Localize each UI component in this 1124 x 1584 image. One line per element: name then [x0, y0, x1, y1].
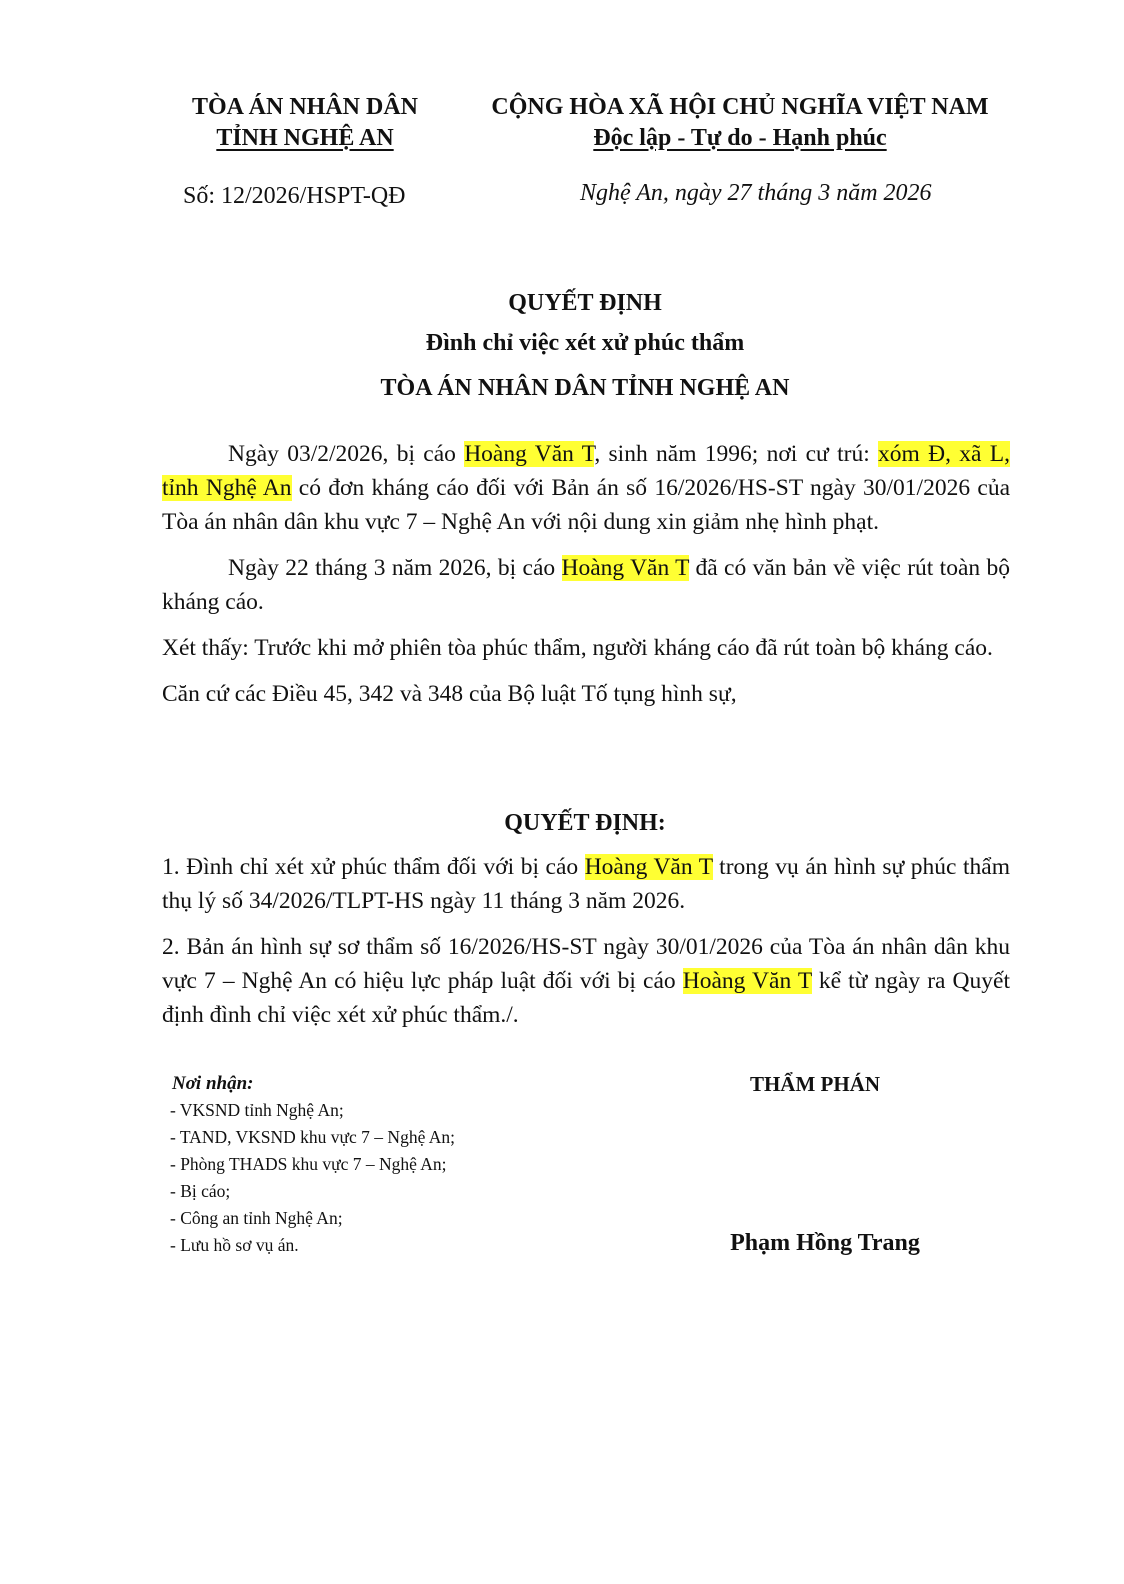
issuer-title: TÒA ÁN NHÂN DÂN TỈNH NGHỆ AN — [380, 375, 790, 401]
document-subject: Đình chỉ việc xét xử phúc thẩm — [425, 330, 745, 356]
place-date: Nghệ An, ngày 27 tháng 3 năm 2026 — [580, 180, 932, 206]
recipients-list — [170, 1097, 455, 1259]
document-number: Số: 12/2026/HSPT-QĐ — [183, 183, 406, 209]
signer-title: THẨM PHÁN — [749, 1072, 881, 1096]
recipient-item: - TAND, VKSND khu vực 7 – Nghệ An; — [170, 1127, 455, 1147]
decision-item-1 — [162, 850, 1010, 918]
paragraph-consideration: Xét thấy: Trước khi mở phiên tòa phúc thẩm, người kháng cáo đã rút toàn bộ kháng cáo. — [162, 635, 993, 661]
document-title: QUYẾT ĐỊNH — [508, 290, 662, 316]
text-run: 2. Bản án hình sự sơ thẩm số 16/2026/HS-ST ngày 30/01/2026 của Tòa án nhân dân khu vực 7 – Nghệ An có hiệu lực pháp luật đối với bị cáo — [162, 934, 1010, 994]
document-body — [162, 437, 1010, 723]
defendant-name-highlight: Hoàng Văn T — [464, 441, 595, 467]
text-run: Ngày 03/2/2026, bị cáo — [228, 441, 465, 467]
defendant-name-highlight: Hoàng Văn T — [584, 854, 713, 880]
text-run: , sinh năm 1996; nơi cư trú: — [594, 441, 879, 467]
paragraph-withdrawal — [162, 551, 1010, 619]
defendant-name-highlight: Hoàng Văn T — [682, 968, 812, 994]
court-header — [170, 92, 440, 154]
recipient-item: - Phòng THADS khu vực 7 – Nghệ An; — [170, 1154, 447, 1174]
decision-heading: QUYẾT ĐỊNH: — [504, 810, 666, 836]
paragraph-legal-basis: Căn cứ các Điều 45, 342 và 348 của Bộ luật Tố tụng hình sự, — [162, 681, 737, 707]
national-header — [470, 92, 1010, 154]
text-run: Ngày 22 tháng 3 năm 2026, bị cáo — [228, 555, 562, 581]
address-highlight: xóm Đ, xã L, tỉnh Nghệ An — [162, 441, 1010, 501]
national-motto: Độc lập - Tự do - Hạnh phúc — [593, 125, 887, 151]
recipient-item: - Công an tỉnh Nghệ An; — [170, 1208, 343, 1228]
recipient-item: - VKSND tỉnh Nghệ An; — [170, 1100, 344, 1120]
decision-body — [162, 850, 1010, 1044]
recipients-title: Nơi nhận: — [172, 1073, 254, 1094]
paragraph-appeal — [162, 437, 1010, 539]
court-name-line2: TỈNH NGHỆ AN — [216, 125, 394, 151]
court-name-line1: TÒA ÁN NHÂN DÂN — [191, 94, 418, 120]
recipient-item: - Bị cáo; — [170, 1181, 231, 1201]
text-run: 1. Đình chỉ xét xử phúc thẩm đối với bị cáo — [162, 854, 585, 880]
signer-name: Phạm Hồng Trang — [730, 1230, 920, 1256]
defendant-name-highlight: Hoàng Văn T — [561, 555, 690, 581]
text-run: có đơn kháng cáo đối với Bản án số 16/2026/HS-ST ngày 30/01/2026 của Tòa án nhân dân khu vực 7 – Nghệ An với nội dung xin giảm nhẹ hình phạt. — [162, 475, 1011, 535]
text-run: đã có văn bản về việc rút toàn bộ kháng cáo. — [162, 555, 1011, 615]
national-title: CỘNG HÒA XÃ HỘI CHỦ NGHĨA VIỆT NAM — [491, 94, 989, 120]
text-run: kể từ ngày ra Quyết định đình chỉ việc xét xử phúc thẩm./. — [162, 968, 1010, 1028]
recipients-block — [170, 1070, 455, 1259]
recipient-item: - Lưu hồ sơ vụ án. — [170, 1235, 299, 1255]
text-run: trong vụ án hình sự phúc thẩm thụ lý số 34/2026/TLPT-HS ngày 11 tháng 3 năm 2026. — [162, 854, 1010, 914]
decision-item-2 — [162, 930, 1010, 1032]
